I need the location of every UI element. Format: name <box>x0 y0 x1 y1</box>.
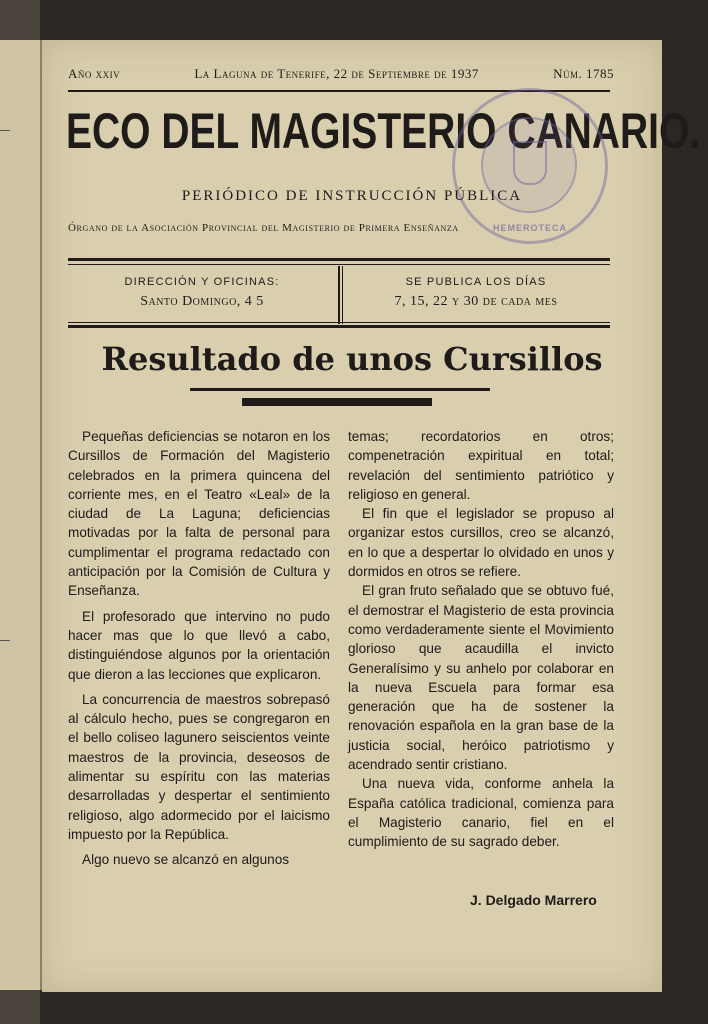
page-edge-mark <box>0 640 10 641</box>
paragraph: El profesorado que intervino no pudo hacer mas que lo que llevó a cabo, distinguiéndose algunos por la orientación que dieron a las lecciones que explicaron. <box>68 608 330 682</box>
address-value: Santo Domingo, 4 5 <box>140 294 264 309</box>
article-author: J. Delgado Marrero <box>470 892 597 908</box>
info-bottom-rule <box>68 325 610 328</box>
schedule-box <box>342 262 610 326</box>
address-label: DIRECCIÓN Y OFICINAS: <box>124 276 280 288</box>
volume-label: Año xxiv <box>68 66 121 81</box>
place-date: La Laguna de Tenerife, 22 de Septiembre de 1937 <box>194 66 479 81</box>
newspaper-subtitle: PERIÓDICO DE INSTRUCCIÓN PÚBLICA <box>181 188 523 204</box>
paragraph: La concurrencia de maestros sobrepasó al cálculo hecho, pues se congregaron en el bello coliseo lagunero seiscientos veinte maestros de la provincia, deseosos de alimentar su espíritu con las materias desarrolladas y despertar el sentimiento religioso, algo adormecido por el laicismo impuesto por la República. <box>68 691 330 842</box>
paragraph: Algo nuevo se alcanzó en algunos <box>82 852 290 868</box>
organ-line: Órgano de la Asociación Provincial del Magisterio de Primera Enseñanza <box>68 222 459 234</box>
library-stamp <box>452 88 608 244</box>
address-box <box>68 262 336 326</box>
info-divider <box>338 266 340 324</box>
article-column-right <box>348 427 614 852</box>
headline-rule <box>190 388 490 391</box>
coat-of-arms-icon <box>513 141 547 185</box>
paragraph: El fin que el legislador se propuso al organizar estos cursillos, creo se alcanzó, en lo que a despertar lo olvidado en unos y dormidos en otros se refiere. <box>348 506 614 580</box>
article-column-left <box>68 427 330 870</box>
paragraph: Una nueva vida, conforme anhela la España católica tradicional, comienza para el Magisterio canario, fiel en el cumplimiento de su sagrado deber. <box>348 776 614 850</box>
newspaper-title: ECO DEL MAGISTERIO CANARIO. <box>66 103 701 159</box>
schedule-label: SE PUBLICA LOS DÍAS <box>405 276 547 288</box>
schedule-value: 7, 15, 22 y 30 de cada mes <box>394 294 558 309</box>
paragraph: Pequeñas deficiencias se notaron en los Cursillos de Formación del Magisterio celebrados en la primera quincena del corriente mes, en el Teatro «Leal» de la ciudad de La Laguna; deficiencias motivadas por la falta de personal para cumplimentar el programa redactado con anticipación por la Comisión de Cultura y Enseñanza. <box>68 429 330 599</box>
paragraph: temas; recordatorios en otros; compenetración expiritual en total; revelación del sentimiento patriótico y religioso en general. <box>348 429 614 502</box>
newspaper-page <box>42 40 701 992</box>
page-edge-mark <box>0 130 10 131</box>
headline-ornament <box>242 398 432 406</box>
article-headline: Resultado de unos Cursillos <box>101 340 603 378</box>
paragraph: El gran fruto señalado que se obtuvo fué, el demostrar el Magisterio de esta provincia como verdaderamente siente el Movimiento glorioso que acaudilla el invicto Generalísimo y su anhelo por colaborar en la nueva Escuela para formar esa generación que ha de sostener la renovación española en la gran base de la justicia social, heróico patriotismo y acendrado sentir cristiano. <box>348 583 614 773</box>
issue-number: Núm. 1785 <box>553 66 614 81</box>
info-bottom-rule-thin <box>68 322 610 323</box>
info-top-rule <box>68 258 610 261</box>
previous-page-edge <box>0 40 42 990</box>
stamp-text: HEMEROTECA <box>492 223 567 233</box>
masthead-info-line <box>68 66 614 82</box>
